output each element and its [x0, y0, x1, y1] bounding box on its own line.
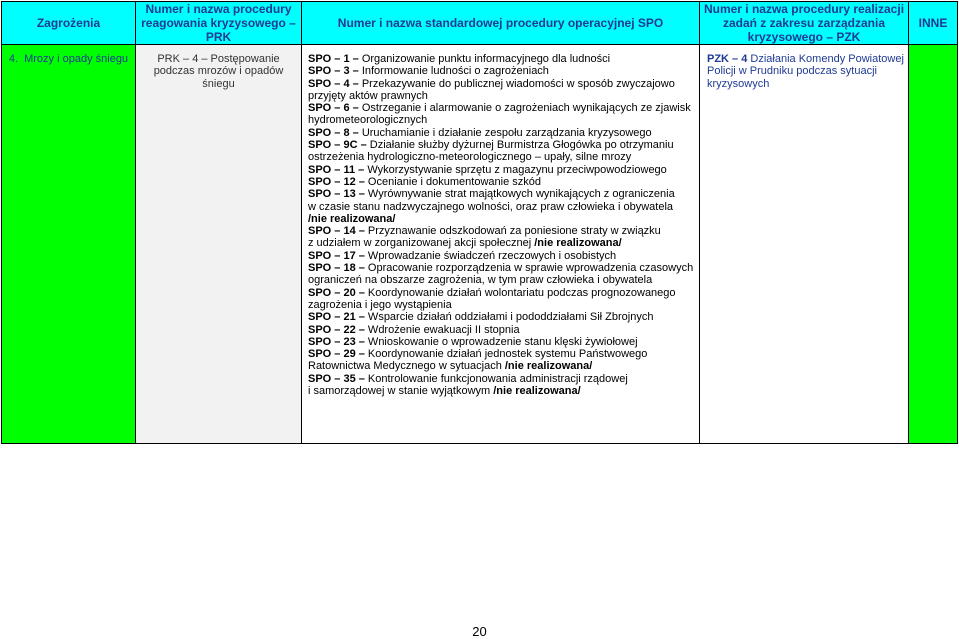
header-pzk: Numer i nazwa procedury realizacji zadań z zakresu zarządzania kryzysowego – PZK [700, 2, 909, 45]
spo-line [308, 287, 695, 299]
header-threats: Zagrożenia [2, 2, 136, 45]
spo-line [308, 78, 695, 90]
spo-line [308, 250, 695, 262]
spo-line [308, 299, 695, 311]
spo-text: w czasie stanu nadzwyczajnego wolności, oraz praw człowieka i obywatela [308, 200, 674, 213]
spo-cell [302, 45, 700, 444]
spo-code: SPO – 21 – [308, 311, 365, 324]
spo-line [308, 188, 695, 200]
spo-code: SPO – 6 – [308, 102, 359, 115]
table-row [2, 45, 958, 444]
spo-text: Ocenianie i dokumentowanie szkód [364, 175, 541, 188]
spo-line [308, 348, 695, 360]
spo-text: Ostrzeganie i alarmowanie o zagrożeniach wynikających ze zjawisk [358, 102, 691, 115]
spo-note: /nie realizowana/ [534, 237, 622, 250]
spo-line [308, 311, 695, 323]
spo-text: Organizowanie punktu informacyjnego dla ludności [358, 53, 611, 65]
spo-code: SPO – 35 – [308, 372, 365, 385]
spo-line [308, 139, 695, 151]
spo-line [308, 127, 695, 139]
spo-text: Koordynowanie działań jednostek systemu Państwowego [364, 348, 648, 361]
spo-note: /nie realizowana/ [493, 385, 581, 398]
header-other: INNE [909, 2, 958, 45]
spo-line [308, 176, 695, 188]
spo-text: zagrożenia i jego wystąpienia [308, 298, 452, 311]
spo-line [308, 201, 695, 213]
spo-line [308, 151, 695, 163]
header-prk: Numer i nazwa procedury reagowania kryzysowego – PRK [136, 2, 302, 45]
procedures-table [1, 1, 958, 444]
spo-text: Przekazywanie do publicznej wiadomości w sposób zwyczajowo [358, 77, 675, 90]
spo-text: Wprowadzanie świadczeń rzeczowych i osobistych [364, 249, 617, 262]
spo-code: SPO – 4 – [308, 77, 359, 90]
spo-code: SPO – 13 – [308, 188, 365, 201]
spo-code: SPO – 9C – [308, 139, 367, 152]
spo-text: Działanie służby dyżurnej Burmistrza Głogówka po otrzymaniu [366, 139, 674, 152]
spo-text: Wsparcie działań oddziałami i pododdziałami Sił Zbrojnych [364, 311, 654, 324]
spo-line [308, 237, 695, 249]
spo-text: z udziałem w zorganizowanej akcji społecznej [308, 237, 535, 250]
spo-text: ostrzeżenia hydrologiczno-meteorologicznego – upały, silne mrozy [308, 151, 632, 164]
spo-list [308, 53, 695, 397]
spo-line [308, 114, 695, 126]
spo-code: SPO – 8 – [308, 126, 359, 139]
spo-note: /nie realizowana/ [308, 212, 396, 225]
spo-line [308, 90, 695, 102]
spo-code: SPO – 3 – [308, 65, 359, 78]
spo-line [308, 225, 695, 237]
prk-cell: PRK – 4 – Postępowanie podczas mrozów i opadów śniegu [136, 45, 302, 444]
spo-text: przyjęty aktów prawnych [308, 89, 428, 102]
spo-line [308, 274, 695, 286]
spo-text: hydrometeorologicznych [308, 114, 428, 127]
threat-name: Mrozy i opady śniegu [24, 53, 129, 65]
spo-line [308, 385, 695, 397]
spo-code: SPO – 20 – [308, 286, 365, 299]
spo-line [308, 336, 695, 348]
other-cell [909, 45, 958, 444]
spo-line [308, 53, 695, 65]
spo-line [308, 262, 695, 274]
spo-text: i samorządowej w stanie wyjątkowym [308, 385, 494, 398]
pzk-text: Działania Komendy Powiatowej Policji w Prudniku podczas sytuacji kryzysowych [707, 53, 904, 90]
spo-text: Wykorzystywanie sprzętu z magazynu przeciwpowodziowego [364, 163, 667, 176]
spo-text: Wyrównywanie strat majątkowych wynikających z ograniczenia [364, 188, 675, 201]
spo-text: Koordynowanie działań wolontariatu podczas prognozowanego [364, 286, 676, 299]
table-header-row [2, 2, 958, 45]
spo-line [308, 373, 695, 385]
spo-text: Wnioskowanie o wprowadzenie stanu klęski żywiołowej [364, 335, 638, 348]
spo-code: SPO – 29 – [308, 348, 365, 361]
spo-line [308, 360, 695, 372]
threat-number: 4. [8, 53, 19, 65]
pzk-code: PZK – 4 [707, 53, 748, 65]
spo-text: ograniczeń na obszarze zagrożenia, w tym praw człowieka i obywatela [308, 274, 653, 287]
spo-code: SPO – 14 – [308, 225, 365, 238]
spo-code: SPO – 22 – [308, 323, 365, 336]
spo-text: Uruchamianie i działanie zespołu zarządzania kryzysowego [358, 126, 652, 139]
spo-code: SPO – 23 – [308, 335, 365, 348]
spo-text: Przyznawanie odszkodowań za poniesione straty w związku [364, 225, 661, 238]
threat-cell [2, 45, 136, 444]
spo-text: Ratownictwa Medycznego w sytuacjach [308, 360, 505, 373]
spo-code: SPO – 17 – [308, 249, 365, 262]
spo-code: SPO – 18 – [308, 262, 365, 275]
spo-text: Kontrolowanie funkcjonowania administracji rządowej [364, 372, 628, 385]
spo-note: /nie realizowana/ [504, 360, 593, 373]
header-spo: Numer i nazwa standardowej procedury operacyjnej SPO [302, 2, 700, 45]
spo-line [308, 65, 695, 77]
page-number: 20 [472, 624, 487, 639]
spo-line [308, 164, 695, 176]
spo-code: SPO – 12 – [308, 175, 365, 188]
spo-line [308, 213, 695, 225]
spo-text: Wdrożenie ewakuacji II stopnia [364, 323, 520, 336]
spo-code: SPO – 1 – [308, 53, 359, 65]
spo-line [308, 324, 695, 336]
spo-code: SPO – 11 – [308, 163, 365, 176]
pzk-cell [700, 45, 909, 444]
spo-text: Opracowanie rozporządzenia w sprawie wprowadzenia czasowych [364, 262, 694, 275]
spo-line [308, 102, 695, 114]
spo-text: Informowanie ludności o zagrożeniach [358, 65, 549, 78]
